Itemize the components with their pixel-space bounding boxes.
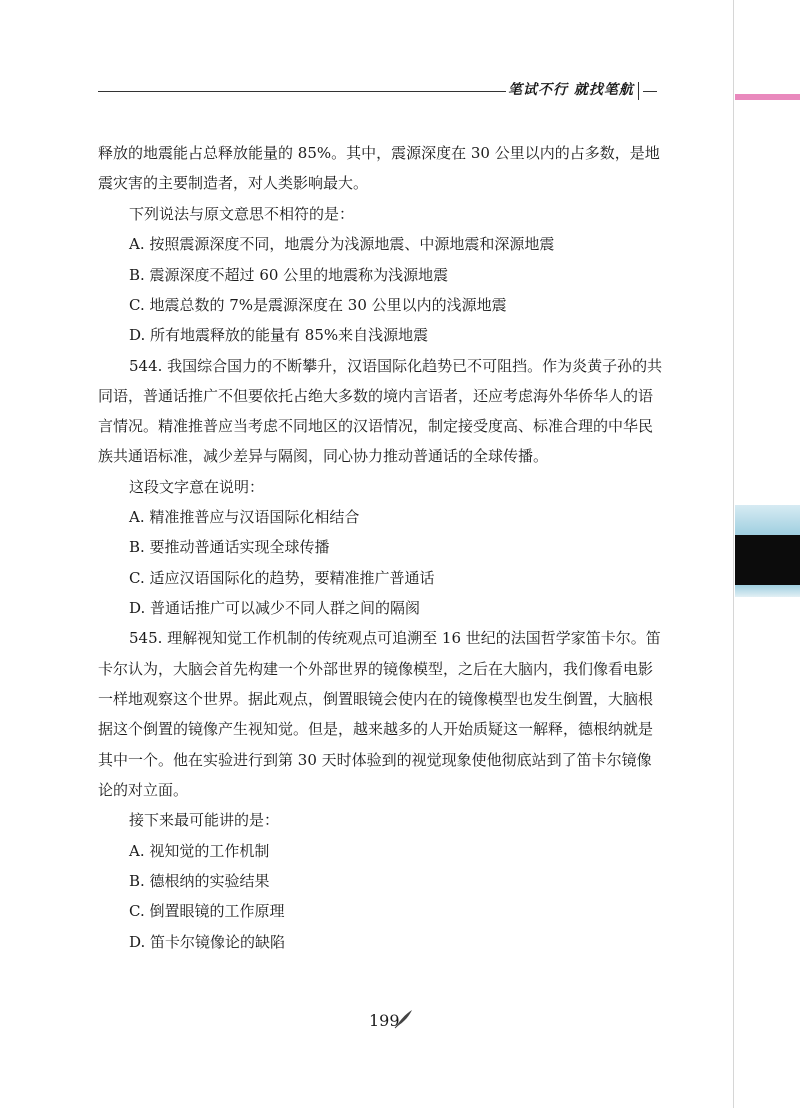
page-number: 199 (369, 1011, 400, 1030)
text-line: 据这个倒置的镜像产生视知觉。但是，越来越多的人开始质疑这一解释，德根纳就是 (98, 720, 654, 738)
text-line: 卡尔认为，大脑会首先构建一个外部世界的镜像模型，之后在大脑内，我们像看电影 (98, 660, 654, 678)
header-rule-end (643, 91, 657, 92)
option-b: B. 要推动普通话实现全球传播 (129, 538, 330, 556)
header-divider (638, 82, 639, 100)
option-c: C. 倒置眼镜的工作原理 (129, 902, 285, 920)
option-d: D. 普通话推广可以减少不同人群之间的隔阂 (129, 599, 421, 617)
option-c: C. 适应汉语国际化的趋势，要精准推广普通话 (129, 569, 435, 587)
edge-tab-pink (735, 94, 800, 100)
text-line: 一样地观察这个世界。据此观点，倒置眼镜会使内在的镜像模型也发生倒置，大脑根 (98, 690, 654, 708)
text-line: 同语，普通话推广不但要依托占绝大多数的境内言语者，还应考虑海外华侨华人的语 (98, 387, 654, 405)
running-header: 笔试不行 就找笔航 (508, 82, 634, 98)
text-line: 族共通语标准，减少差异与隔阂，同心协力推动普通话的全球传播。 (98, 447, 549, 465)
option-b: B. 德根纳的实验结果 (129, 872, 270, 890)
text-line: 言情况。精准推普应当考虑不同地区的汉语情况，制定接受度高、标准合理的中华民 (98, 417, 654, 435)
edge-tab-black (735, 535, 800, 585)
option-b: B. 震源深度不超过 60 公里的地震称为浅源地震 (129, 266, 449, 284)
question-prompt: 这段文字意在说明： (129, 478, 265, 496)
text-line: 论的对立面。 (98, 781, 189, 799)
edge-tab-blue-bottom (735, 585, 800, 597)
option-c: C. 地震总数的 7%是震源深度在 30 公里以内的浅源地震 (129, 296, 507, 314)
option-a: A. 视知觉的工作机制 (129, 842, 270, 860)
question-prompt: 接下来最可能讲的是： (129, 811, 280, 829)
option-a: A. 精准推普应与汉语国际化相结合 (129, 508, 360, 526)
page-edge (733, 0, 734, 1108)
header-rule (98, 91, 506, 92)
quill-icon (393, 1008, 413, 1030)
question-prompt: 下列说法与原文意思不相符的是： (129, 205, 355, 223)
option-a: A. 按照震源深度不同，地震分为浅源地震、中源地震和深源地震 (129, 235, 555, 253)
question-545-text: 545. 理解视知觉工作机制的传统观点可追溯至 16 世纪的法国哲学家笛卡尔。笛 (129, 629, 661, 647)
text-line: 其中一个。他在实验进行到第 30 天时体验到的视觉现象使他彻底站到了笛卡尔镜像 (98, 751, 652, 769)
edge-tab-blue-top (735, 505, 800, 535)
option-d: D. 所有地震释放的能量有 85%来自浅源地震 (129, 326, 429, 344)
text-line: 震灾害的主要制造者，对人类影响最大。 (98, 174, 369, 192)
option-d: D. 笛卡尔镜像论的缺陷 (129, 933, 286, 951)
question-544-text: 544. 我国综合国力的不断攀升，汉语国际化趋势已不可阻挡。作为炎黄子孙的共 (129, 357, 663, 375)
text-line: 释放的地震能占总释放能量的 85%。其中，震源深度在 30 公里以内的占多数，是地 (98, 144, 660, 162)
